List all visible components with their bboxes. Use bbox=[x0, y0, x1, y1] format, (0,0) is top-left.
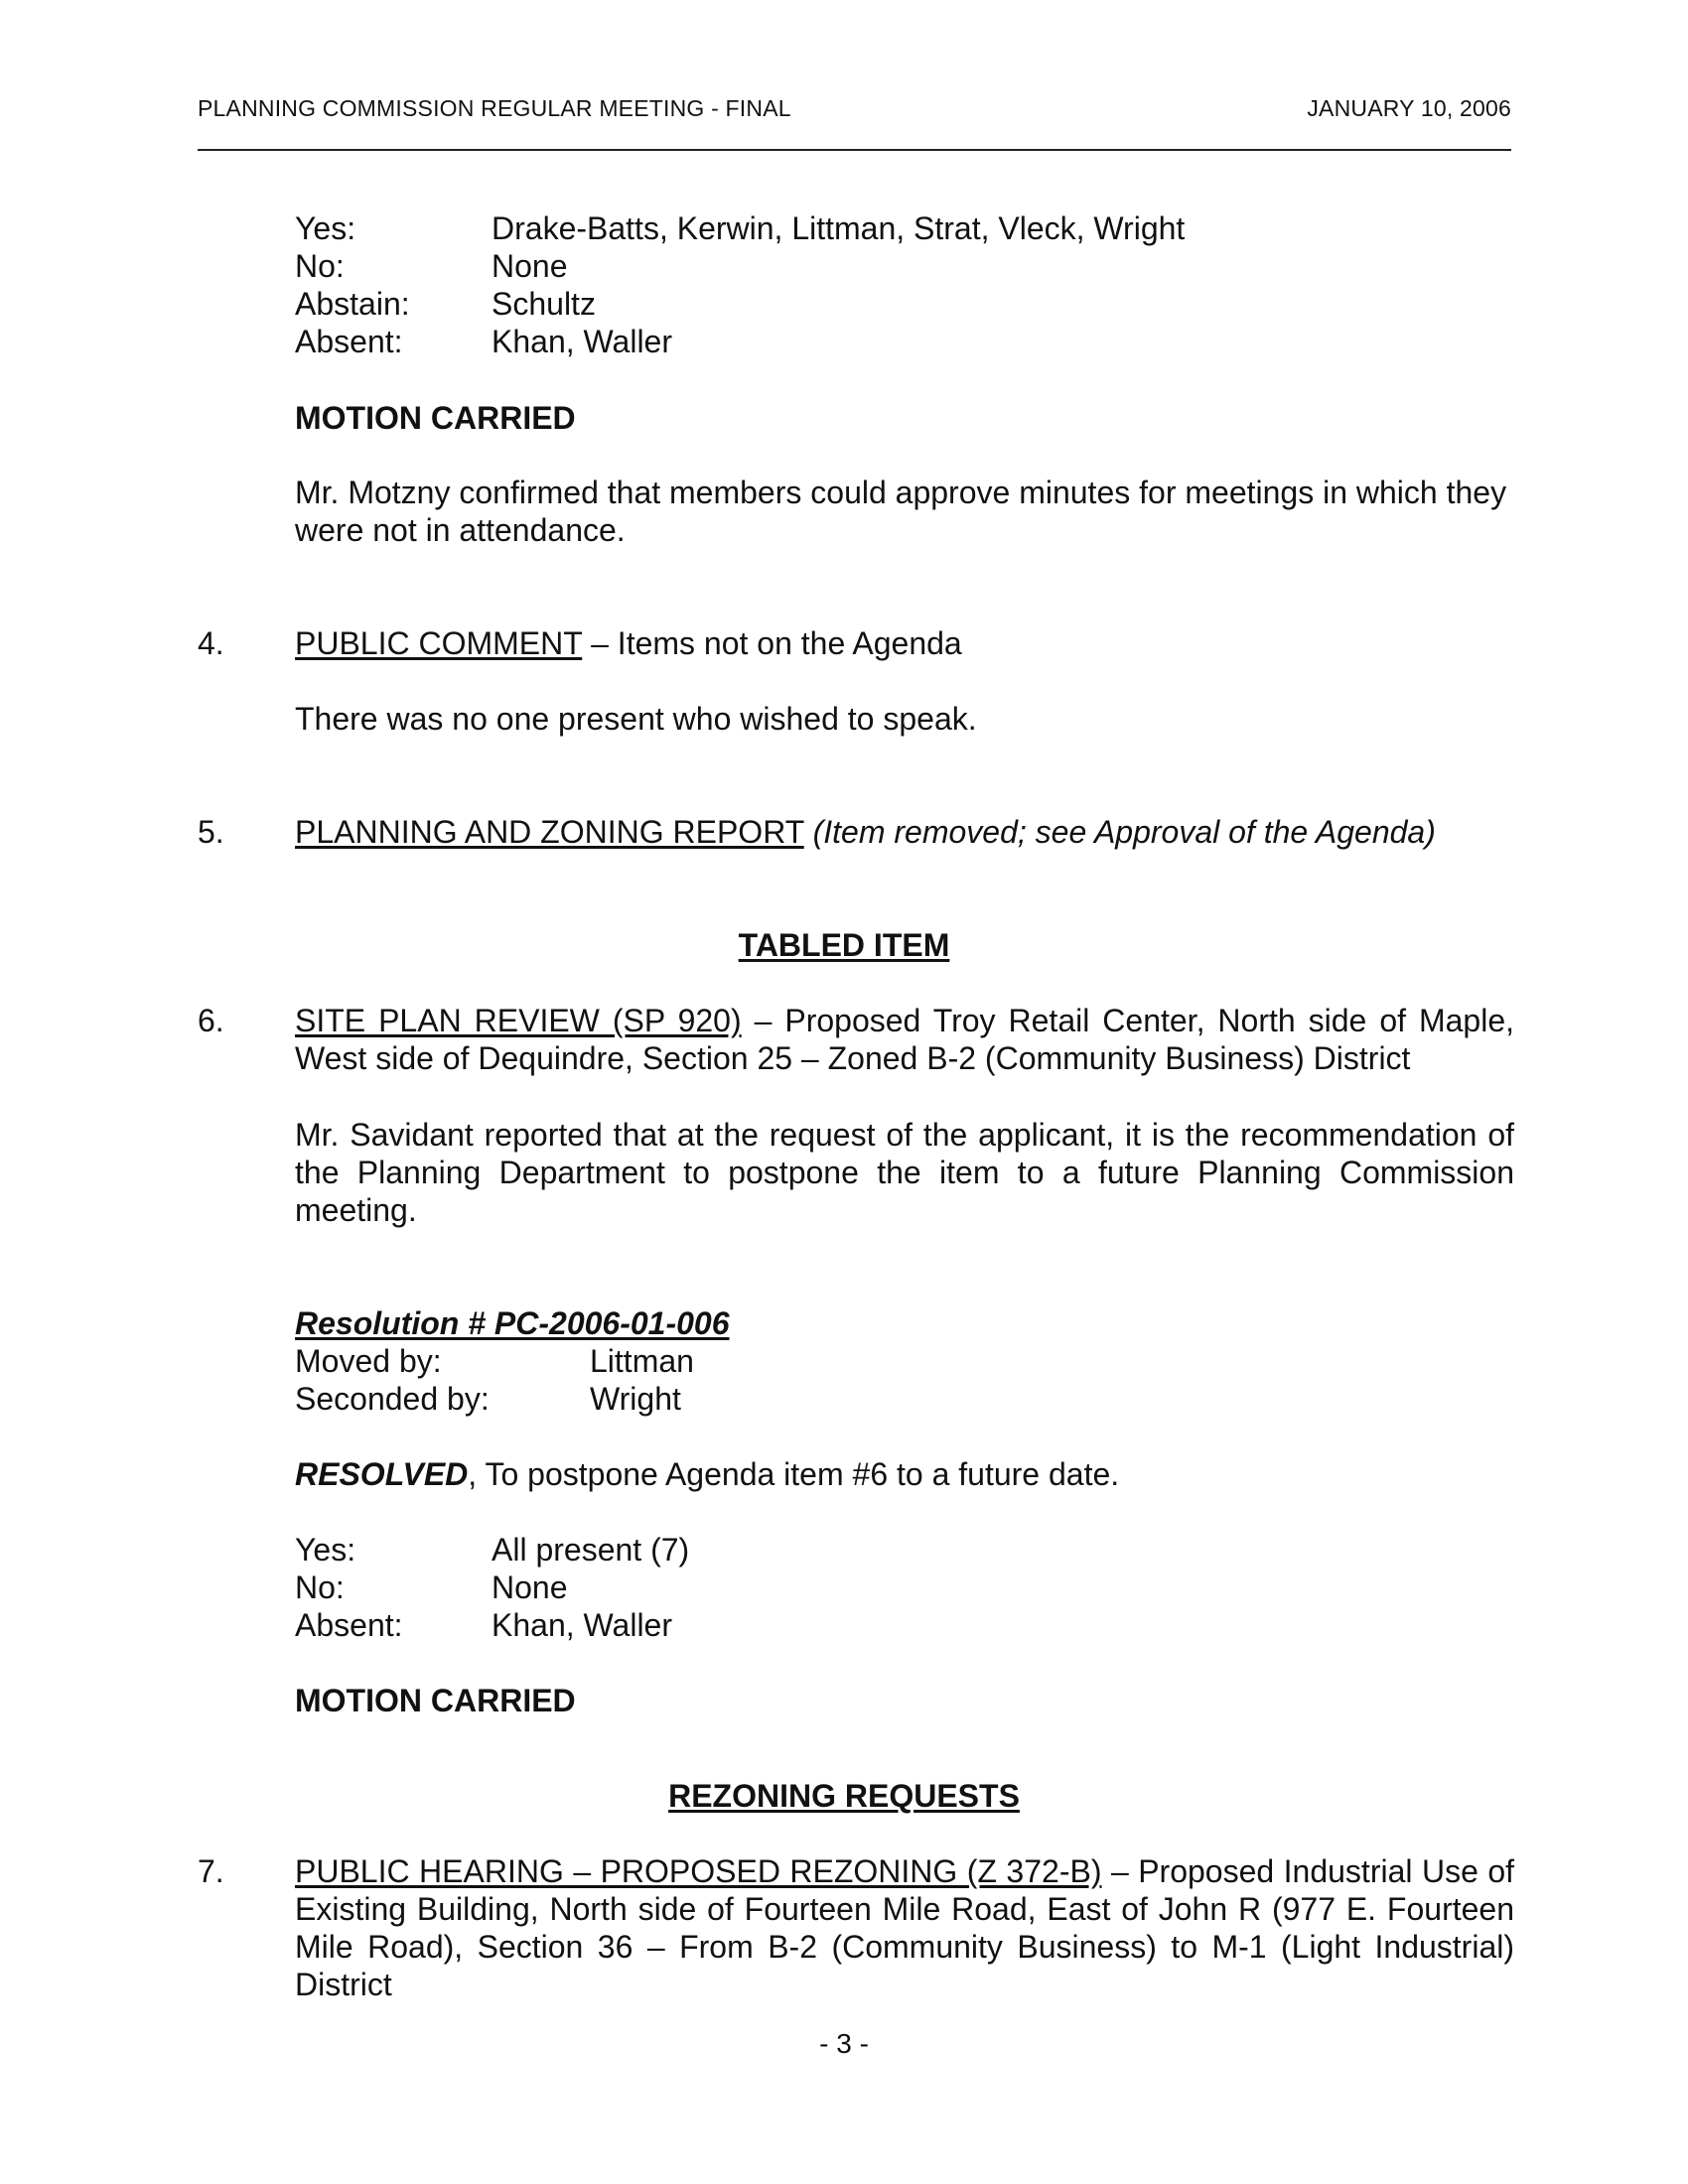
header-title: PLANNING COMMISSION REGULAR MEETING - FINAL bbox=[198, 95, 791, 121]
vote-label: Yes: bbox=[295, 210, 356, 246]
item-4-suffix: – Items not on the Agenda bbox=[582, 625, 962, 661]
item-6-title: SITE PLAN REVIEW (SP 920) bbox=[295, 1003, 742, 1038]
item-6-desc: – Proposed Troy Retail Center, North side of Maple, West side of Dequindre, Section 25 – Zoned B-2 (Community Business) District bbox=[295, 1003, 1515, 1076]
vote-row-absent bbox=[295, 1606, 689, 1644]
item-5-title: PLANNING AND ZONING REPORT bbox=[295, 814, 804, 850]
vote-label: No: bbox=[295, 1570, 345, 1605]
motion-carried-2: MOTION CARRIED bbox=[295, 1683, 576, 1718]
moved-by-label: Moved by: bbox=[295, 1343, 442, 1379]
vote-label: Yes: bbox=[295, 1532, 356, 1568]
vote-value: None bbox=[492, 1570, 568, 1605]
motzny-paragraph: Mr. Motzny confirmed that members could approve minutes for meetings in which they were not in attendance. bbox=[295, 475, 1507, 548]
item-5-heading bbox=[295, 813, 1514, 851]
resolved-line bbox=[295, 1455, 1514, 1493]
item-5-note: (Item removed; see Approval of the Agenda) bbox=[812, 814, 1436, 850]
item-6-report: Mr. Savidant reported that at the request of the applicant, it is the recommendation of the Planning Department to postpone the item to a future Planning Commission meeting. bbox=[295, 1117, 1514, 1228]
vote-label: Abstain: bbox=[295, 286, 410, 322]
motion-carried-1: MOTION CARRIED bbox=[295, 400, 576, 436]
item-6-heading bbox=[295, 1002, 1514, 1077]
section-heading-tabled bbox=[0, 926, 1688, 964]
vote-tally-1 bbox=[295, 209, 1185, 360]
vote-value: None bbox=[492, 248, 568, 284]
vote-value: Khan, Waller bbox=[492, 1607, 672, 1643]
section-heading-tabled-text: TABLED ITEM bbox=[738, 927, 950, 963]
item-7-title: PUBLIC HEARING – PROPOSED REZONING (Z 372-B) bbox=[295, 1853, 1102, 1889]
vote-row-yes bbox=[295, 209, 1185, 247]
resolution-title bbox=[295, 1304, 1514, 1342]
item-4-number: 4. bbox=[198, 625, 224, 661]
resolution-movers bbox=[295, 1342, 694, 1418]
vote-row-abstain bbox=[295, 285, 1185, 323]
vote-value: Khan, Waller bbox=[492, 324, 672, 359]
section-heading-rezoning-text: REZONING REQUESTS bbox=[668, 1778, 1020, 1814]
moved-by-value: Littman bbox=[590, 1343, 694, 1379]
item-4-text: There was no one present who wished to speak. bbox=[295, 701, 977, 737]
item-4-title: PUBLIC COMMENT bbox=[295, 625, 583, 661]
seconded-by-label: Seconded by: bbox=[295, 1381, 490, 1417]
page-number: - 3 - bbox=[819, 2028, 869, 2059]
seconded-by-value: Wright bbox=[590, 1381, 681, 1417]
vote-row-yes bbox=[295, 1531, 689, 1569]
seconded-by-row bbox=[295, 1380, 694, 1418]
item-5-number: 5. bbox=[198, 814, 224, 850]
vote-tally-2 bbox=[295, 1531, 689, 1644]
vote-row-no bbox=[295, 247, 1185, 285]
vote-label: Absent: bbox=[295, 324, 403, 359]
vote-value: All present (7) bbox=[492, 1532, 690, 1568]
header-rule bbox=[198, 149, 1511, 151]
item-7-desc: – Proposed Industrial Use of Existing Building, North side of Fourteen Mile Road, East of John R (977 E. Fourteen Mile Road), Section 36 – From B-2 (Community Business) to M-1 (Light Industrial) District bbox=[295, 1853, 1515, 2002]
resolution-title-text: Resolution # PC-2006-01-006 bbox=[295, 1305, 730, 1341]
vote-label: Absent: bbox=[295, 1607, 403, 1643]
moved-by-row bbox=[295, 1342, 694, 1380]
page-header bbox=[198, 95, 1511, 122]
vote-value: Drake-Batts, Kerwin, Littman, Strat, Vleck, Wright bbox=[492, 210, 1186, 246]
item-6-number: 6. bbox=[198, 1003, 224, 1038]
vote-row-no bbox=[295, 1569, 689, 1606]
resolved-word: RESOLVED bbox=[295, 1456, 469, 1492]
item-7-number: 7. bbox=[198, 1853, 224, 1889]
item-7-heading bbox=[295, 1852, 1514, 2003]
vote-value: Schultz bbox=[492, 286, 596, 322]
vote-row-absent bbox=[295, 323, 1185, 360]
item-4-heading bbox=[295, 624, 1514, 662]
section-heading-rezoning bbox=[0, 1777, 1688, 1815]
resolved-text: , To postpone Agenda item #6 to a future date. bbox=[468, 1456, 1120, 1492]
header-date: JANUARY 10, 2006 bbox=[1307, 95, 1511, 121]
vote-label: No: bbox=[295, 248, 345, 284]
